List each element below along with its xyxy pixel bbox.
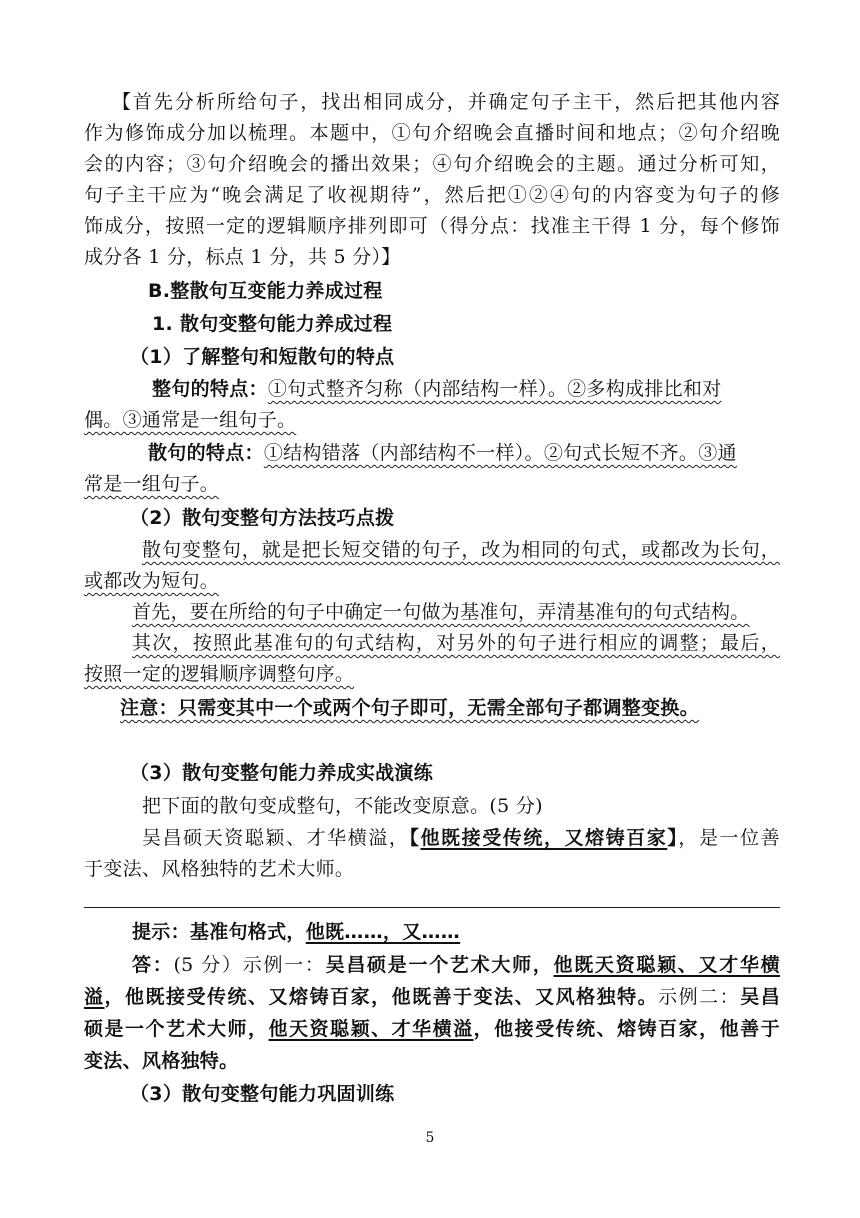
answer-example-1-a: 吴昌硕是一个艺术大师，	[325, 954, 554, 976]
note-text: 注意：只需变其中一个或两个句子即可，无需全部句子都调整变换。	[120, 697, 700, 719]
san-feature-text-b: 常是一组句子。	[84, 473, 220, 495]
method-text-4: 其次，按照此基准句的句式结构，对另外的句子进行相应的调整；最后，	[132, 632, 780, 654]
heading-subsection-2: （2）散句变整句方法技巧点拨	[130, 507, 395, 529]
method-text-3: 首先，要在所给的句子中确定一句做为基准句，弄清基准句的句式结构。	[132, 601, 750, 623]
hint-pattern: 他既……，又……	[305, 921, 461, 943]
answer-example-2-start: 吴昌	[740, 986, 780, 1008]
san-feature-text-a: ①结构错落（内部结构不一样）。②句式长短不齐。③通	[263, 442, 737, 464]
analysis-line-3: 会的内容；③句介绍晚会的播出效果；④句介绍晚会的主题。通过分析可知，	[84, 153, 780, 175]
method-line-4	[132, 628, 780, 658]
zheng-feature-line-1	[152, 374, 780, 404]
san-feature-label: 散句的特点：	[148, 442, 264, 464]
analysis-line-1: 【首先分析所给句子，找出相同成分，并确定句子主干，然后把其他内容	[112, 91, 780, 113]
answer-example-2-label: 示例二：	[658, 986, 741, 1008]
exercise-key-sentence: 他既接受传统，又熔铸百家	[420, 827, 668, 849]
note-line	[120, 693, 780, 723]
answer-example-1-b: ，他既接受传统、又熔铸百家，他既善于变法、又风格独特。	[104, 986, 659, 1008]
method-line-2	[84, 566, 780, 596]
san-feature-line-1	[148, 438, 780, 468]
exercise-line-1	[142, 823, 780, 853]
san-feature-line-2	[84, 469, 780, 499]
answer-line-3	[84, 1014, 780, 1044]
heading-subsection-1: （1）了解整句和短散句的特点	[130, 346, 395, 368]
exercise-instruction: 把下面的散句变成整句，不能改变原意。(5 分)	[142, 795, 543, 817]
zheng-feature-text-b: 偶。③通常是一组句子。	[84, 409, 297, 431]
answer-example-2-b: ，他接受传统、熔铸百家，他善于	[473, 1018, 780, 1040]
answer-example-2-underlined: 他天资聪颖、才华横溢	[268, 1018, 474, 1040]
answer-line-2	[84, 982, 780, 1012]
method-text-1: 散句变整句，就是把长短交错的句子，改为相同的句式，或都改为长句，	[142, 539, 780, 561]
answer-example-2-a: 硕是一个艺术大师，	[84, 1018, 269, 1040]
answer-line-1	[132, 950, 780, 980]
heading-subsection-4: （3）散句变整句能力巩固训练	[130, 1083, 395, 1105]
exercise-bracket-close: 】	[667, 827, 679, 849]
answer-label: 答：	[132, 954, 174, 976]
zheng-feature-line-2	[84, 405, 780, 435]
zheng-feature-label: 整句的特点：	[152, 378, 268, 400]
exercise-line-2: 于变法、风格独特的艺术大师。	[84, 858, 355, 880]
method-text-5: 按照一定的逻辑顺序调整句序。	[84, 663, 355, 685]
hint-line	[132, 917, 828, 947]
method-line-5	[84, 659, 780, 689]
answer-line-4: 变法、风格独特。	[84, 1050, 239, 1072]
answer-score: (5 分）示例一：	[173, 954, 326, 976]
answer-example-1-underlined-end: 溢	[84, 986, 105, 1008]
exercise-text-post: ，是一位善	[678, 827, 780, 849]
heading-subsection-3: （3）散句变整句能力养成实战演练	[130, 762, 434, 784]
method-text-2: 或都改为短句。	[84, 570, 220, 592]
heading-section-b: B.整散句互变能力养成过程	[148, 280, 383, 302]
exercise-text-pre: 吴昌硕天资聪颖、才华横溢，	[142, 827, 410, 849]
analysis-line-2: 作为修饰成分加以梳理。本题中，①句介绍晚会直播时间和地点；②句介绍晚	[84, 122, 780, 144]
method-line-3	[132, 597, 780, 627]
exercise-bracket-open: 【	[409, 827, 421, 849]
analysis-line-6: 成分各 1 分，标点 1 分，共 5 分）】	[84, 246, 401, 268]
method-line-1	[142, 535, 780, 565]
answer-divider	[84, 907, 780, 908]
analysis-line-4: 句子主干应为“晚会满足了收视期待”，然后把①②④句的内容变为句子的修	[84, 184, 780, 206]
zheng-feature-text-a: ①句式整齐匀称（内部结构一样）。②多构成排比和对	[267, 378, 722, 400]
analysis-line-5: 饰成分，按照一定的逻辑顺序排列即可（得分点：找准主干得 1 分，每个修饰	[84, 215, 780, 237]
heading-section-1: 1. 散句变整句能力养成过程	[152, 313, 393, 335]
answer-example-1-underlined: 他既天资聪颖、又才华横	[553, 954, 780, 976]
page-number: 5	[425, 1130, 435, 1146]
hint-label: 提示：基准句格式，	[132, 921, 306, 943]
